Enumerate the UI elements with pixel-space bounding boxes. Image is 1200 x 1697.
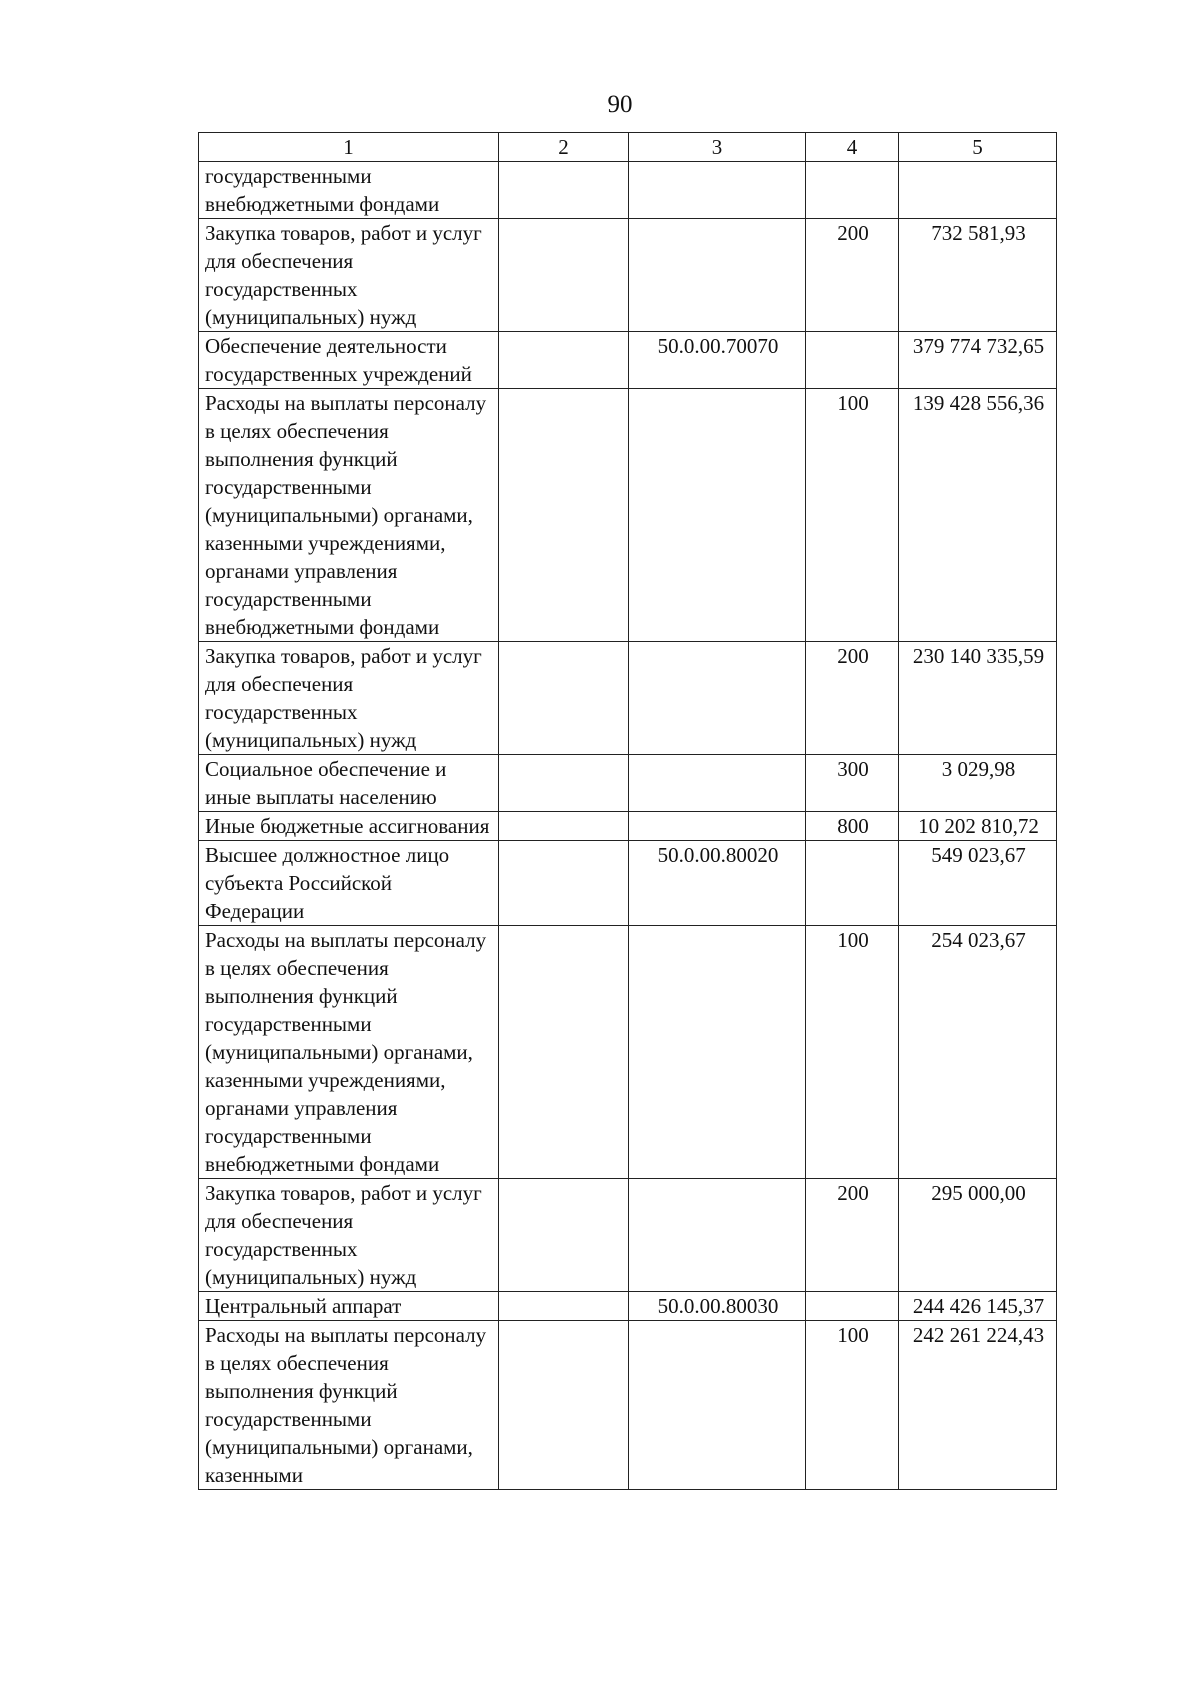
- expense-type-cell: [806, 1292, 899, 1321]
- table-row: [199, 1292, 1057, 1321]
- section-code-cell: [499, 812, 629, 841]
- section-code-cell: [499, 841, 629, 926]
- table-row: [199, 332, 1057, 389]
- table-row: [199, 219, 1057, 332]
- target-article-cell: [629, 219, 806, 332]
- amount-cell: 230 140 335,59: [899, 642, 1057, 755]
- table-row: [199, 389, 1057, 642]
- expense-type-cell: 100: [806, 926, 899, 1179]
- amount-cell: 295 000,00: [899, 1179, 1057, 1292]
- section-code-cell: [499, 1321, 629, 1490]
- amount-cell: 10 202 810,72: [899, 812, 1057, 841]
- amount-cell: 549 023,67: [899, 841, 1057, 926]
- budget-table-body: [199, 133, 1057, 1490]
- target-article-cell: [629, 812, 806, 841]
- target-article-cell: [629, 1321, 806, 1490]
- expense-type-cell: 800: [806, 812, 899, 841]
- target-article-cell: [629, 162, 806, 219]
- budget-table: [198, 132, 1057, 1490]
- table-header-row: [199, 133, 1057, 162]
- amount-cell: 254 023,67: [899, 926, 1057, 1179]
- expense-type-cell: [806, 841, 899, 926]
- expense-name-cell: Расходы на выплаты персоналу в целях обеспечения выполнения функций государственными (муниципальными) органами, казенными учреждениями, органами управления государственными внебюджетными фондами: [199, 389, 499, 642]
- table-row: [199, 926, 1057, 1179]
- expense-type-cell: 200: [806, 219, 899, 332]
- section-code-cell: [499, 1179, 629, 1292]
- amount-cell: 244 426 145,37: [899, 1292, 1057, 1321]
- target-article-cell: [629, 926, 806, 1179]
- page-number: 90: [607, 91, 633, 118]
- section-code-cell: [499, 1292, 629, 1321]
- target-article-cell: 50.0.00.80030: [629, 1292, 806, 1321]
- target-article-cell: 50.0.00.80020: [629, 841, 806, 926]
- expense-name-cell: Высшее должностное лицо субъекта Российской Федерации: [199, 841, 499, 926]
- amount-cell: 139 428 556,36: [899, 389, 1057, 642]
- expense-type-cell: [806, 332, 899, 389]
- table-row: [199, 642, 1057, 755]
- section-code-cell: [499, 162, 629, 219]
- expense-type-cell: 200: [806, 642, 899, 755]
- section-code-cell: [499, 755, 629, 812]
- section-code-cell: [499, 219, 629, 332]
- expense-name-cell: Закупка товаров, работ и услуг для обеспечения государственных (муниципальных) нужд: [199, 219, 499, 332]
- expense-type-cell: 200: [806, 1179, 899, 1292]
- section-code-cell: [499, 926, 629, 1179]
- table-row: [199, 755, 1057, 812]
- column-header: 3: [629, 133, 806, 162]
- amount-cell: 379 774 732,65: [899, 332, 1057, 389]
- column-header: 5: [899, 133, 1057, 162]
- expense-type-cell: 300: [806, 755, 899, 812]
- section-code-cell: [499, 642, 629, 755]
- expense-name-cell: Расходы на выплаты персоналу в целях обеспечения выполнения функций государственными (муниципальными) органами, казенными: [199, 1321, 499, 1490]
- expense-name-cell: Центральный аппарат: [199, 1292, 499, 1321]
- expense-name-cell: государственными внебюджетными фондами: [199, 162, 499, 219]
- column-header: 2: [499, 133, 629, 162]
- target-article-cell: [629, 389, 806, 642]
- table-row: [199, 841, 1057, 926]
- table-row: [199, 1179, 1057, 1292]
- target-article-cell: 50.0.00.70070: [629, 332, 806, 389]
- table-row: [199, 162, 1057, 219]
- section-code-cell: [499, 332, 629, 389]
- expense-name-cell: Закупка товаров, работ и услуг для обеспечения государственных (муниципальных) нужд: [199, 642, 499, 755]
- target-article-cell: [629, 642, 806, 755]
- target-article-cell: [629, 755, 806, 812]
- expense-name-cell: Расходы на выплаты персоналу в целях обеспечения выполнения функций государственными (муниципальными) органами, казенными учреждениями, органами управления государственными внебюджетными фондами: [199, 926, 499, 1179]
- amount-cell: 3 029,98: [899, 755, 1057, 812]
- expense-type-cell: 100: [806, 389, 899, 642]
- expense-name-cell: Обеспечение деятельности государственных учреждений: [199, 332, 499, 389]
- amount-cell: 242 261 224,43: [899, 1321, 1057, 1490]
- table-row: [199, 812, 1057, 841]
- column-header: 1: [199, 133, 499, 162]
- expense-name-cell: Закупка товаров, работ и услуг для обеспечения государственных (муниципальных) нужд: [199, 1179, 499, 1292]
- expense-name-cell: Иные бюджетные ассигнования: [199, 812, 499, 841]
- amount-cell: [899, 162, 1057, 219]
- column-header: 4: [806, 133, 899, 162]
- expense-type-cell: 100: [806, 1321, 899, 1490]
- table-row: [199, 1321, 1057, 1490]
- section-code-cell: [499, 389, 629, 642]
- expense-name-cell: Социальное обеспечение и иные выплаты населению: [199, 755, 499, 812]
- target-article-cell: [629, 1179, 806, 1292]
- amount-cell: 732 581,93: [899, 219, 1057, 332]
- expense-type-cell: [806, 162, 899, 219]
